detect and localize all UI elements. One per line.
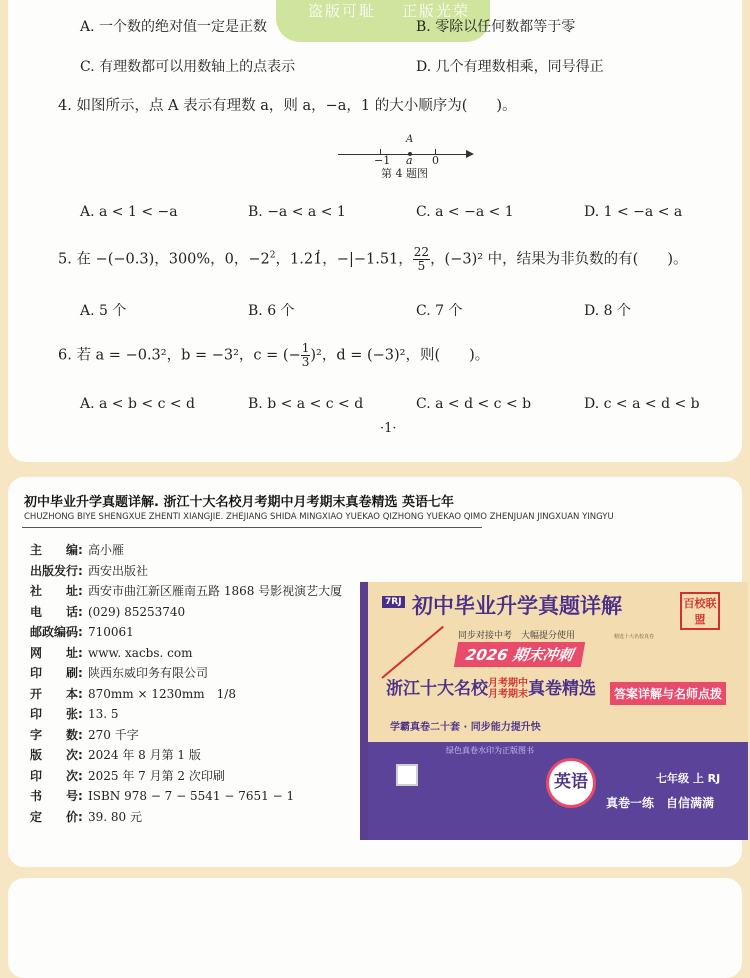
q5-stem-part: 5. 在 −(−0.3)，300%，0，−2 [58,251,270,268]
book-grade: 七年级 上 RJ [656,772,721,785]
info-value: 陕西东威印务有限公司 [88,666,209,680]
info-key: 印 刷: [30,666,83,680]
copyright-header: 初中毕业升学真题详解. 浙江十大名校月考期中月考期末真卷精选 英语七年 [24,495,454,510]
q4-option-c: C. a < −a < 1 [416,204,514,220]
info-key: 印 张: [30,707,83,721]
q5-option-b: B. 6 个 [248,303,295,319]
info-row [30,705,342,726]
info-value: (029) 85253740 [88,604,186,619]
q6-option-c: C. a < d < c < b [416,396,532,412]
info-row [30,767,342,788]
info-key: 版 次: [30,748,83,762]
book-year-banner: 2026 期末冲刺 [454,642,585,667]
number-line-tick-label: −1 [374,154,391,167]
fraction-numerator: 1 [301,341,310,355]
q6-stem [58,342,489,369]
copyright-page [8,477,742,867]
info-key: 字 数: [30,727,83,742]
info-row [30,603,342,624]
book-spine [360,582,368,840]
info-key: 印 次: [30,768,83,783]
page-number: ·1· [380,421,397,436]
header-divider [22,527,482,528]
book-subtitle-part: 浙江十大名校 [386,679,488,699]
info-row [30,787,342,808]
q6-option-a: A. a < b < c < d [80,396,196,412]
fraction [413,246,430,273]
fraction-denominator: 3 [301,355,310,369]
q4-stem: 4. 如图所示，点 A 表示有理数 a，则 a，−a，1 的大小顺序为( )。 [58,98,517,114]
info-value: www. xacbs. com [88,645,193,660]
q5-stem-part: ，1.21̇̇，−|−1.51， [275,251,413,268]
info-key: 网 址: [30,645,83,660]
book-subject-badge: 英语 [546,758,596,808]
number-line-tick-label: 0 [432,154,439,167]
info-value: 710061 [88,625,134,639]
book-watermark-note: 绿色真卷水印为正版图书 [446,746,534,755]
qr-code-icon [396,764,418,786]
info-row [30,541,342,562]
info-value: 西安市曲江新区雁南五路 1868 号影视演艺大厦 [88,584,343,598]
q4-option-a: A. a < 1 < −a [80,204,178,220]
q6-option-b: B. b < a < c < d [248,396,364,412]
info-row [30,664,342,685]
info-value: ISBN 978 − 7 − 5541 − 7651 − 1 [88,789,295,803]
info-row [30,582,342,603]
q6-stem-part: )²，d = (−3)²，则( )。 [310,347,490,364]
q3-option-a: A. 一个数的绝对值一定是正数 [80,19,268,35]
info-key: 定 价: [30,809,83,824]
q6-stem-part: 6. 若 a = −0.3²，b = −3²，c = (− [58,347,301,364]
next-page-edge [8,878,742,978]
book-slogan: 学霸真卷二十套 · 同步能力提升快 [390,722,541,733]
book-badge: 7RJ [382,596,405,608]
info-row [30,808,342,829]
number-line-arrow [466,150,474,158]
info-key: 社 址: [30,584,83,598]
info-value: 39. 80 元 [88,809,142,824]
book-title: 初中毕业升学真题详解 [412,594,622,618]
q5-stem: 5. 在 −(−0.3)，300%，0，$-2^2$，1.21̇̇，−|−1.51， $\frac{22}{5}$ ，(−3)² 中，结果为非负数的有( )。 [58,245,688,273]
book-motto: 真卷一练 自信满满 [606,796,715,810]
fraction [301,342,311,369]
book-side-text: 精选十大名校真卷 [614,634,655,640]
fraction-denominator: 5 [417,259,426,273]
q3-option-c: C. 有理数都可以用数轴上的点表示 [80,59,296,75]
info-value: 270 千字 [88,727,139,742]
publisher-logo: 百校联盟 [680,592,720,630]
q6-option-d: D. c < a < d < b [584,396,700,412]
book-sync-text: 同步对接中考 大幅提分使用 [458,631,576,641]
q5-stem-part: ，(−3)² 中，结果为非负数的有( )。 [430,251,688,268]
info-value: 2024 年 8 月第 1 版 [88,748,201,762]
q3-option-b: B. 零除以任何数都等于零 [416,19,576,35]
info-row [30,562,342,583]
q4-option-d: D. 1 < −a < a [584,204,683,220]
info-key: 书 号: [30,789,83,803]
copyright-info-list [30,541,342,828]
info-row [30,644,342,665]
info-row [30,623,342,644]
info-value: 高小雁 [88,543,125,557]
q3-option-d: D. 几个有理数相乘，同号得正 [416,59,604,75]
number-line-point-label: A [406,134,414,145]
info-row [30,685,342,706]
watermark-left: 盗版可耻 [308,2,377,20]
info-value: 870mm × 1230mm 1/8 [88,686,236,701]
book-answer-tag: 答案详解与名师点拨 [610,682,726,705]
q5-option-a: A. 5 个 [80,303,127,319]
info-key: 邮政编码: [30,625,83,639]
fraction-numerator: 22 [413,245,430,259]
q5-option-c: C. 7 个 [416,303,463,319]
number-line-tick-label: a [406,154,413,167]
book-cover [360,582,748,840]
info-key: 出版发行: [30,563,83,578]
exam-page [8,0,742,462]
info-row [30,746,342,767]
watermark-right: 正版光荣 [402,2,471,20]
info-key: 主 编: [30,543,83,557]
book-subtitle-stack-line: 月考期末 [488,689,528,700]
q5-option-d: D. 8 个 [584,303,631,319]
info-value: 13. 5 [88,707,119,721]
book-subtitle-stack-line: 月考期中 [488,678,528,689]
info-key: 电 话: [30,604,83,619]
book-subtitle-part: 真卷精选 [528,679,596,699]
info-key: 开 本: [30,686,83,701]
info-value: 2025 年 7 月第 2 次印刷 [88,768,225,783]
book-subtitle-stack [488,678,528,700]
info-row [30,726,342,747]
figure-caption: 第 4 题图 [381,167,428,180]
book-subtitle [386,674,596,700]
number-line-axis [338,154,470,155]
copyright-header-pinyin: CHUZHONG BIYE SHENGXUE ZHENTI XIANGJIE. ZHEJIANG SHIDA MINGXIAO YUEKAO QIZHONG YUEKAO QIMO ZHENJUAN JINGXUAN YINGYU [24,512,614,522]
q4-option-b: B. −a < a < 1 [248,204,346,220]
info-value: 西安出版社 [88,563,149,578]
